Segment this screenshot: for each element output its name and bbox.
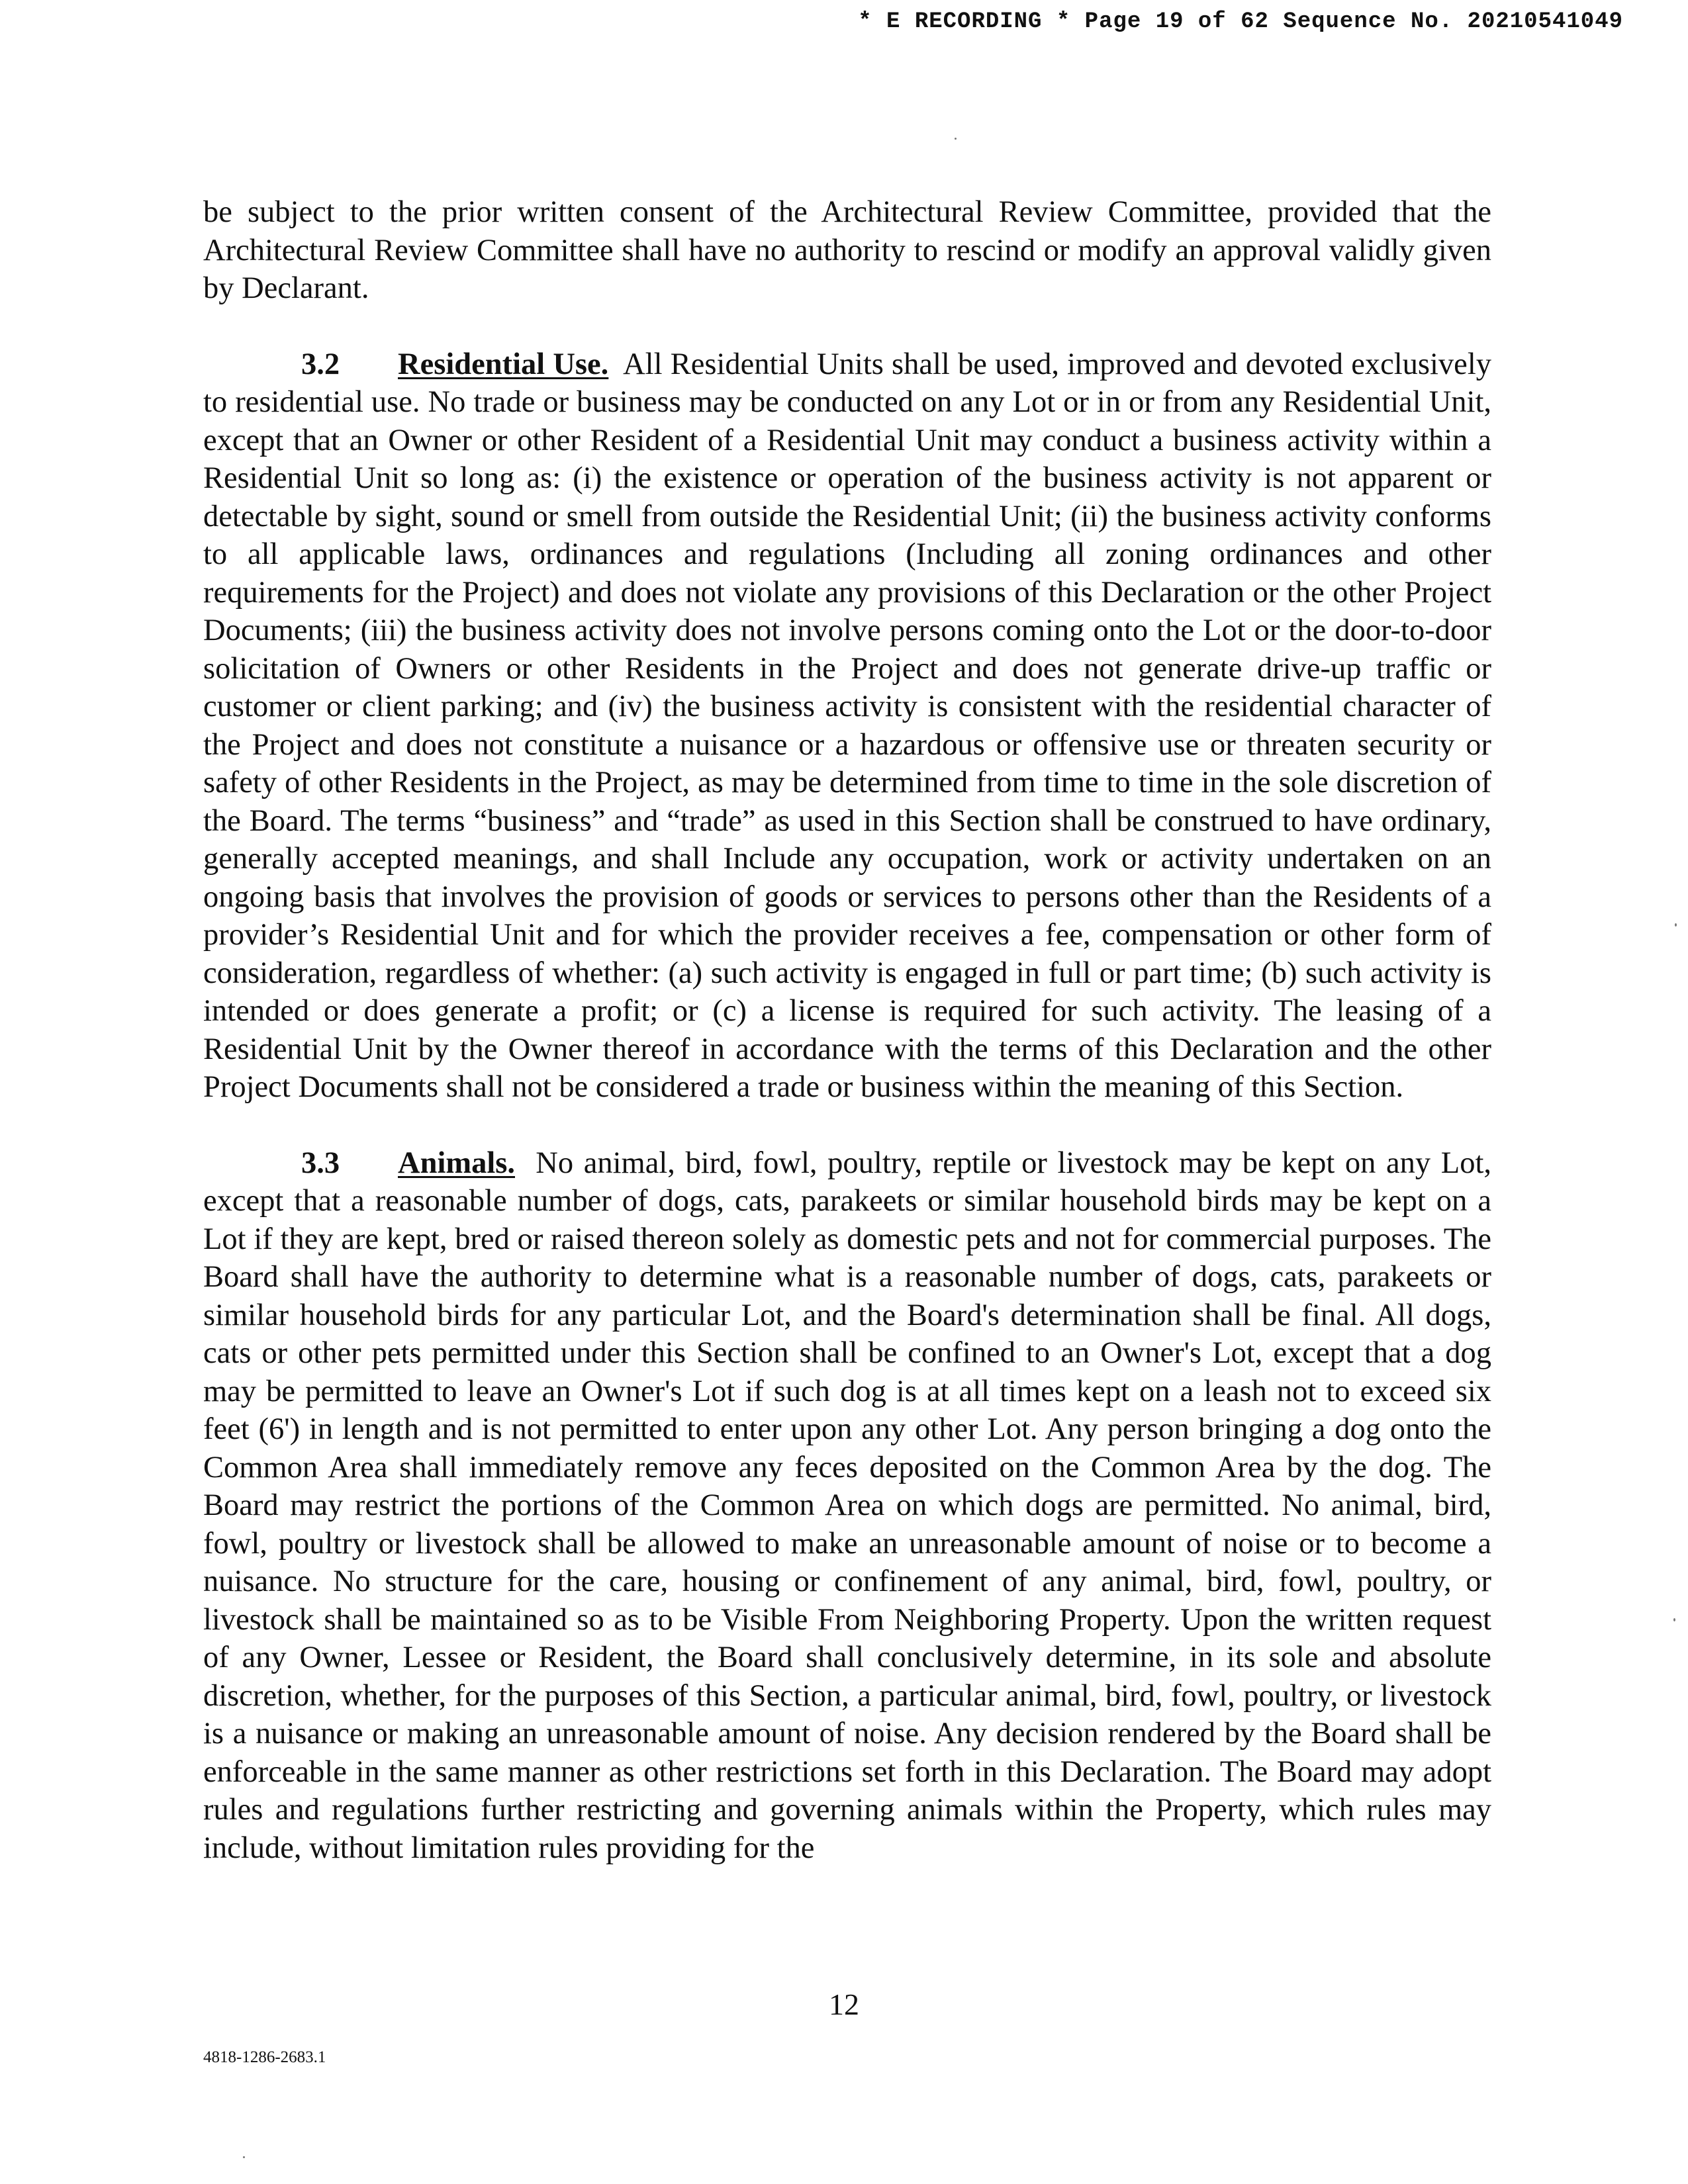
document-body [203,193,1491,1867]
section-text: No animal, bird, fowl, poultry, reptile or livestock may be kept on any Lot, except that a reasonable number of dogs, cats, parakeets or similar household birds may be kept on a Lot if they are kept, bred or raised thereon solely as domestic pets and not for commercial purposes. The Board shall have the authority to determine what is a reasonable number of dogs, cats, parakeets or similar household birds for any particular Lot, and the Board's determination shall be final. All dogs, cats or other pets permitted under this Section shall be confined to an Owner's Lot, except that a dog may be permitted to leave an Owner's Lot if such dog is at all times kept on a leash not to exceed six feet (6') in length and is not permitted to enter upon any other Lot. Any person bringing a dog onto the Common Area shall immediately remove any feces deposited on the Common Area by the dog. The Board may restrict the portions of the Common Area on which dogs are permitted. No animal, bird, fowl, poultry or livestock shall be allowed to make an unreasonable amount of noise or to become a nuisance. No structure for the care, housing or confinement of any animal, bird, fowl, poultry, or livestock shall be maintained so as to be Visible From Neighboring Property. Upon the written request of any Owner, Lessee or Resident, the Board shall conclusively determine, in its sole and absolute discretion, whether, for the purposes of this Section, a particular animal, bird, fowl, poultry, or livestock is a nuisance or making an unreasonable amount of noise. Any decision rendered by the Board shall be enforceable in the same manner as other restrictions set forth in this Declaration. The Board may adopt rules and regulations further restricting and governing animals within the Property, which rules may include, without limitation rules providing for the [203,1146,1491,1865]
section-3-2 [203,345,1491,1107]
document-id: 4818-1286-2683.1 [203,2048,326,2066]
scan-speck [955,138,957,140]
continuation-paragraph: be subject to the prior written consent of the Architectural Review Committee, provided that the Architectural Review Committee shall have no authority to rescind or modify an approval validly given by Declarant. [203,195,1491,305]
section-title: Residential Use. [398,347,609,381]
recording-header: * E RECORDING * Page 19 of 62 Sequence No. 20210541049 [858,9,1623,34]
section-title: Animals. [398,1146,515,1180]
page-number: 12 [829,1987,859,2021]
section-number: 3.2 [301,347,340,381]
section-text: All Residential Units shall be used, improved and devoted exclusively to residential use. No trade or business may be conducted on any Lot or in or from any Residential Unit, except that an Owner or other Resident of a Residential Unit may conduct a business activity within a Residential Unit so long as: (i) the existence or operation of the business activity is not apparent or detectable by sight, sound or smell from outside the Residential Unit; (ii) the business activity conforms to all applicable laws, ordinances and regulations (Including all zoning ordinances and other requirements for the Project) and does not violate any provisions of this Declaration or the other Project Documents; (iii) the business activity does not involve persons coming onto the Lot or the door-to-door solicitation of Owners or other Residents in the Project and does not generate drive-up traffic or customer or client parking; and (iv) the business activity is consistent with the residential character of the Project and does not constitute a nuisance or a hazardous or offensive use or threaten security or safety of other Residents in the Project, as may be determined from time to time in the sole discretion of the Board. The terms “business” and “trade” as used in this Section shall be construed to have ordinary, generally accepted meanings, and shall Include any occupation, work or activity undertaken on an ongoing basis that involves the provision of goods or services to persons other than the Residents of a provider’s Residential Unit and for which the provider receives a fee, compensation or other form of consideration, regardless of whether: (a) such activity is engaged in full or part time; (b) such activity is intended or does generate a profit; or (c) a license is required for such activity. The leasing of a Residential Unit by the Owner thereof in accordance with the terms of this Declaration and the other Project Documents shall not be considered a trade or business within the meaning of this Section. [203,347,1491,1104]
scan-speck [243,2156,245,2158]
section-3-3 [203,1144,1491,1868]
scan-speck [1675,923,1677,927]
section-number: 3.3 [301,1146,340,1180]
scan-speck [1673,1618,1675,1621]
